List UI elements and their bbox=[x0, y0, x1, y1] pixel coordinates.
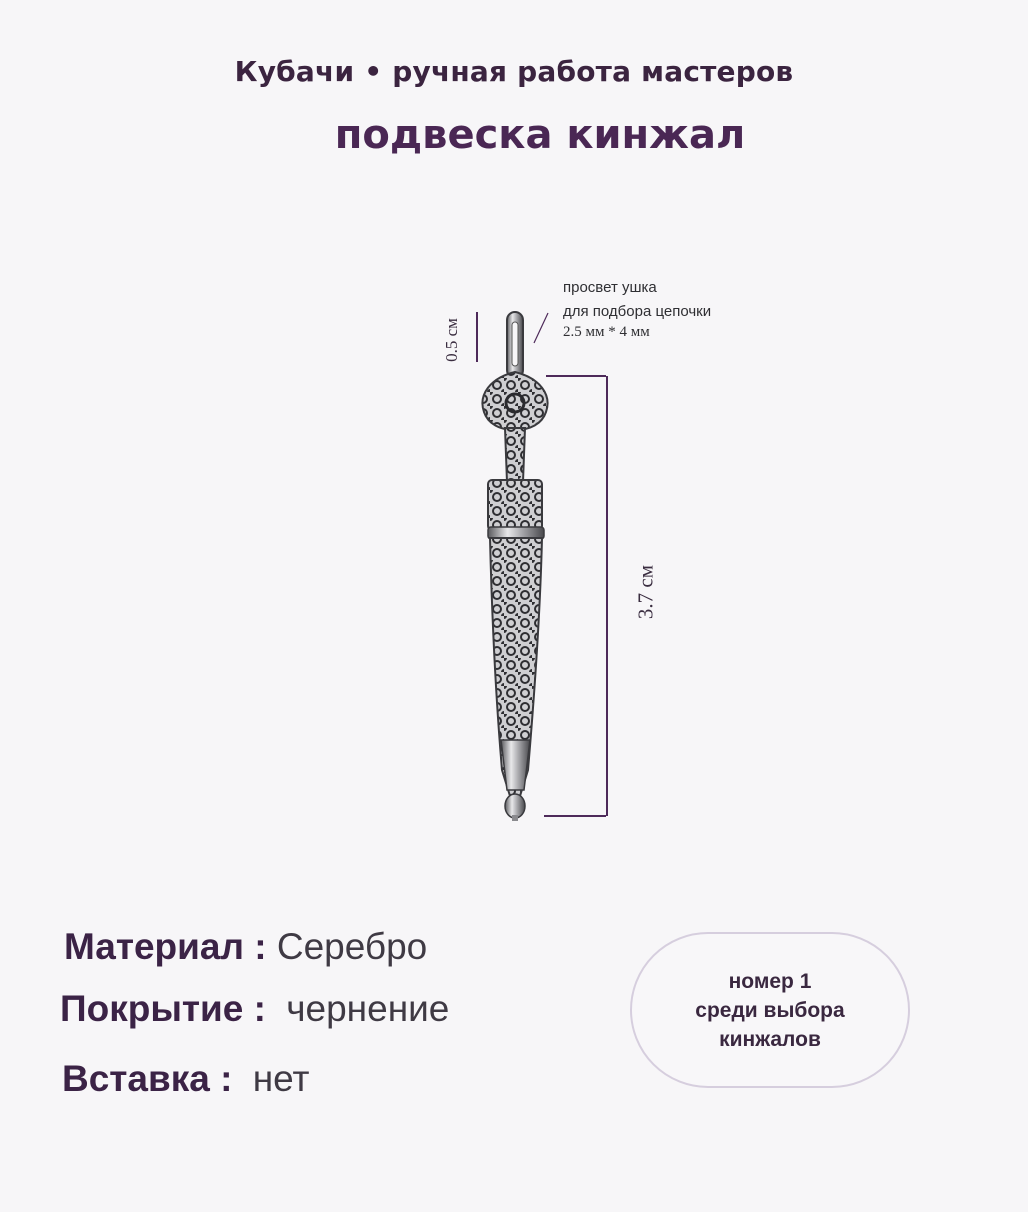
material-value: Серебро bbox=[276, 926, 428, 967]
ear-note-line1: просвет ушка bbox=[563, 279, 657, 296]
ear-clearance-note bbox=[563, 276, 711, 324]
brand-subtitle: Кубачи • ручная работа мастеров bbox=[234, 55, 794, 88]
insert-label: Вставка : bbox=[62, 1058, 233, 1099]
spec-coating bbox=[60, 988, 449, 1030]
bail-height-label: 0.5 см bbox=[442, 318, 461, 362]
rank-badge bbox=[630, 932, 910, 1088]
dagger-pommel bbox=[482, 372, 547, 430]
badge-line3: кинжалов bbox=[719, 1027, 821, 1051]
ear-size-label: 2.5 мм * 4 мм bbox=[563, 324, 650, 340]
pendant-length-label: 3.7 см bbox=[633, 564, 658, 620]
material-label: Материал : bbox=[64, 926, 267, 967]
badge-line1: номер 1 bbox=[728, 969, 812, 993]
pendant-bail bbox=[507, 312, 523, 378]
spec-insert bbox=[62, 1058, 309, 1100]
badge-line2: среди выбора bbox=[695, 998, 845, 1022]
dagger-guard bbox=[488, 480, 544, 539]
insert-value: нет bbox=[252, 1058, 310, 1099]
dagger-scabbard bbox=[490, 538, 542, 821]
dagger-grip bbox=[505, 428, 525, 482]
spec-material bbox=[64, 926, 427, 968]
ear-note-line2: для подбора цепочки bbox=[563, 303, 712, 320]
coating-label: Покрытие : bbox=[60, 988, 266, 1029]
product-title: подвеска кинжал bbox=[334, 112, 746, 158]
coating-value: чернение bbox=[286, 988, 450, 1029]
